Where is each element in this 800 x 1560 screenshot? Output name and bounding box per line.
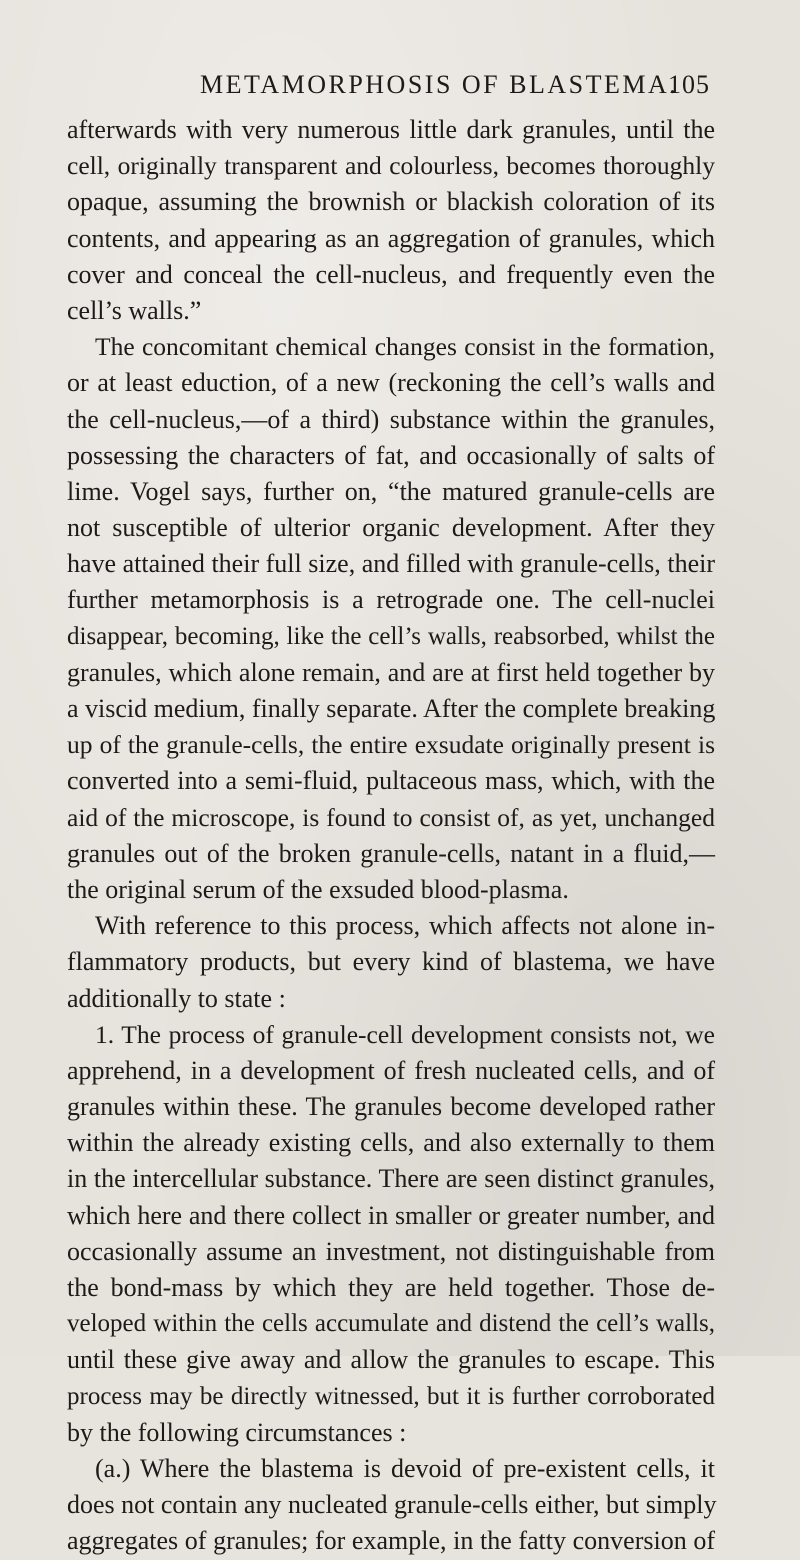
text-line: veloped within the cells accumulate and distend the cell’s walls,: [67, 1310, 715, 1338]
text-line: 1. The process of granule-cell development consists not, we: [95, 1019, 715, 1049]
text-line: does not contain any nucleated granule-cells either, but simply: [67, 1490, 717, 1520]
text-line: opaque, assuming the brownish or blackish coloration of its: [67, 187, 715, 217]
text-line: the bond-mass by which they are held together. Those de-: [67, 1273, 715, 1302]
running-head: [200, 70, 710, 104]
text-line: flammatory products, but every kind of blastema, we have: [67, 947, 715, 977]
text-line: have attained their full size, and filled with granule-cells, their: [67, 549, 715, 579]
text-line: granules within these. The granules become developed rather: [67, 1092, 715, 1122]
text-line: cell’s walls.”: [67, 295, 202, 325]
text-line: apprehend, in a development of fresh nucleated cells, and of: [67, 1055, 715, 1085]
text-line: granules out of the broken granule-cells, natant in a fluid,—: [67, 838, 715, 868]
text-line: aggregates of granules; for example, in the fatty conversion of: [67, 1526, 715, 1556]
text-line: afterwards with very numerous little dark granules, until the: [67, 115, 715, 144]
text-line: or at least eduction, of a new (reckoning the cell’s walls and: [67, 368, 715, 398]
text-line: The concomitant chemical changes consist in the formation,: [95, 332, 715, 362]
text-line: converted into a semi-fluid, pultaceous mass, which, with the: [67, 766, 715, 796]
text-line: up of the granule-cells, the entire exsudate originally present is: [67, 730, 715, 760]
text-line: additionally to state :: [67, 983, 286, 1013]
text-line: lime. Vogel says, further on, “the matured granule-cells are: [67, 476, 715, 506]
running-title: METAMORPHOSIS OF BLASTEMA.: [200, 70, 679, 99]
text-line: aid of the microscope, is found to consist of, as yet, unchanged: [67, 802, 715, 832]
text-line: which here and there collect in smaller or greater number, and: [67, 1200, 715, 1230]
text-line: the original serum of the exsuded blood-plasma.: [67, 874, 569, 904]
page-number: 105: [668, 70, 710, 99]
body-text: [67, 112, 715, 1560]
text-line: cover and conceal the cell-nucleus, and frequently even the: [67, 259, 715, 289]
text-line: in the intercellular substance. There are seen distinct granules,: [67, 1164, 715, 1194]
text-line: the cell-nucleus,—of a third) substance within the granules,: [67, 404, 715, 434]
text-line: occasionally assume an investment, not distinguishable from: [67, 1236, 715, 1266]
text-line: not susceptible of ulterior organic development. After they: [67, 513, 715, 543]
text-line: disappear, becoming, like the cell’s walls, reabsorbed, whilst the: [67, 622, 715, 650]
text-line: cell, originally transparent and colourless, becomes thoroughly: [67, 151, 715, 181]
text-line: With reference to this process, which affects not alone in-: [95, 911, 715, 941]
text-line: a viscid medium, finally separate. After the complete breaking: [67, 694, 716, 723]
text-line: (a.) Where the blastema is devoid of pre-existent cells, it: [95, 1453, 715, 1483]
text-line: possessing the characters of fat, and occasionally of salts of: [67, 440, 715, 470]
text-line: by the following circumstances :: [67, 1417, 407, 1447]
text-line: within the already existing cells, and also externally to them: [67, 1128, 715, 1158]
text-line: process may be directly witnessed, but it is further corroborated: [67, 1382, 715, 1410]
text-line: contents, and appearing as an aggregation of granules, which: [67, 223, 715, 253]
text-line: until these give away and allow the granules to escape. This: [67, 1345, 715, 1375]
text-line: further metamorphosis is a retrograde one. The cell-nuclei: [67, 585, 715, 615]
text-line: granules, which alone remain, and are at first held together by: [67, 657, 715, 687]
